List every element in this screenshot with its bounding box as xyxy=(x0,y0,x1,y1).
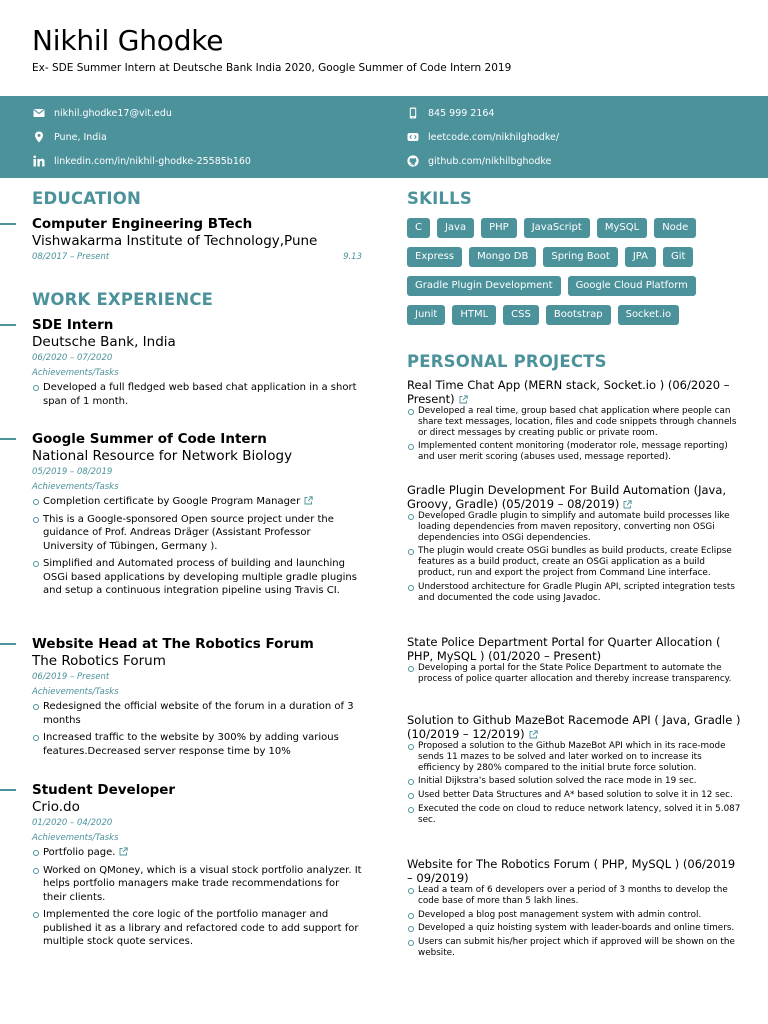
list-item: Developed a blog post management system with admin control. xyxy=(407,910,742,921)
list-item: Worked on QMoney, which is a visual stock portfolio analyzer. It helps portfolio managers make trade recommendations for their clients. xyxy=(32,864,362,905)
project-bullets xyxy=(407,885,742,959)
job-bullets xyxy=(32,700,362,758)
github-icon xyxy=(406,154,420,168)
external-link-icon[interactable] xyxy=(623,498,632,507)
job-title: Website Head at The Robotics Forum xyxy=(32,636,314,652)
skill-tag: CSS xyxy=(503,305,539,325)
skill-row xyxy=(407,218,747,238)
list-item: Implemented content monitoring (moderator role, message reporting) and user merit scoring (abuses used, message reported). xyxy=(407,441,742,463)
skills-list xyxy=(407,218,747,334)
leetcode-text: leetcode.com/nikhilghodke/ xyxy=(428,131,560,143)
project-1 xyxy=(407,378,742,466)
list-item: Redesigned the official website of the forum in a duration of 3 months xyxy=(32,700,362,727)
project-4 xyxy=(407,713,742,829)
skill-tag: Git xyxy=(663,247,693,267)
skill-row xyxy=(407,305,747,325)
external-link-icon[interactable] xyxy=(304,496,313,505)
school: Vishwakarma Institute of Technology,Pune xyxy=(32,233,318,249)
job-title: SDE Intern xyxy=(32,317,114,333)
skill-tag: C xyxy=(407,218,430,238)
entry-marker xyxy=(0,438,16,440)
education-heading: EDUCATION xyxy=(32,189,141,208)
achievements-label: Achievements/Tasks xyxy=(32,687,119,697)
map-pin-icon xyxy=(32,130,46,144)
list-item: Understood architecture for Gradle Plugin API, scripted integration tests and documented the code using Javadoc. xyxy=(407,582,742,604)
contact-band xyxy=(0,96,768,178)
skill-tag: Bootstrap xyxy=(546,305,611,325)
linkedin-icon xyxy=(32,154,46,168)
project-bullets xyxy=(407,406,742,463)
list-item: Proposed a solution to the Github MazeBot API which in its race-mode sends 11 mazes to be solved and later worked on to increase its efficiency by 280% compared to the initial brute force solution. xyxy=(407,741,742,773)
list-item: Simplified and Automated process of building and launching OSGi based applications by developing multiple gradle plugins and setup a continuous integration pipeline using Travis CI. xyxy=(32,557,362,598)
project-title xyxy=(407,713,742,741)
achievements-label: Achievements/Tasks xyxy=(32,833,119,843)
skill-tag: PHP xyxy=(481,218,517,238)
skill-tag: JPA xyxy=(625,247,656,267)
external-link-icon[interactable] xyxy=(119,847,128,856)
contact-email[interactable] xyxy=(32,105,172,121)
job-dates: 05/2019 – 08/2019 xyxy=(32,467,113,477)
list-item: Executed the code on cloud to reduce network latency, solved it in 5.087 sec. xyxy=(407,804,742,826)
skill-row xyxy=(407,276,747,296)
list-item: Increased traffic to the website by 300% by adding various features.Decreased server response time by 10% xyxy=(32,731,362,758)
skill-tag: Java xyxy=(437,218,474,238)
job-bullets xyxy=(32,381,362,408)
project-title: Website for The Robotics Forum ( PHP, MySQL ) (06/2019 – 09/2019) xyxy=(407,857,736,885)
list-item: Developed Gradle plugin to simplify and automate build processes like loading dependencies from maven repository, converting non OSGi dependencies into OSGi dependencies. xyxy=(407,511,742,543)
employer: Deutsche Bank, India xyxy=(32,334,176,350)
work-entry-4 xyxy=(32,782,362,953)
skill-tag: Express xyxy=(407,247,462,267)
skills-heading: SKILLS xyxy=(407,189,472,208)
skill-tag: Mongo DB xyxy=(469,247,536,267)
employer: Crio.do xyxy=(32,799,80,815)
list-item[interactable] xyxy=(32,846,362,860)
list-item: Lead a team of 6 developers over a period of 3 months to develop the code base of more than 5 lakh lines. xyxy=(407,885,742,907)
gpa: 9.13 xyxy=(343,252,362,262)
contact-leetcode[interactable] xyxy=(406,129,559,145)
job-title: Google Summer of Code Intern xyxy=(32,431,267,447)
list-item: Used better Data Structures and A* based solution to solve it in 12 sec. xyxy=(407,790,742,801)
github-text: github.com/nikhilbghodke xyxy=(428,155,552,167)
skill-tag: HTML xyxy=(452,305,496,325)
resume-header xyxy=(0,0,768,96)
candidate-name: Nikhil Ghodke xyxy=(32,24,224,57)
entry-marker xyxy=(0,324,16,326)
education-dates: 08/2017 – Present xyxy=(32,252,110,262)
projects-heading: PERSONAL PROJECTS xyxy=(407,352,607,371)
external-link-icon[interactable] xyxy=(459,393,468,402)
list-item: This is a Google-sponsored Open source project under the guidance of Prof. Andreas Dräger (Assistant Professor University of Tübingen, Germany ). xyxy=(32,513,362,554)
work-heading: WORK EXPERIENCE xyxy=(32,290,214,309)
location-text: Pune, India xyxy=(54,131,107,143)
project-bullets xyxy=(407,663,742,685)
job-bullets xyxy=(32,846,362,949)
job-bullets xyxy=(32,495,362,598)
list-item: The plugin would create OSGi bundles as build products, create Eclipse features as a build product, create an OSGi application as a build product, run and export the project from Command Line interface. xyxy=(407,546,742,578)
skill-tag: Socket.io xyxy=(618,305,680,325)
list-item: Users can submit his/her project which if approved will be shown on the website. xyxy=(407,937,742,959)
contact-github[interactable] xyxy=(406,153,551,169)
external-link-icon[interactable] xyxy=(529,728,538,737)
contact-location xyxy=(32,129,107,145)
headline: Ex- SDE Summer Intern at Deutsche Bank India 2020, Google Summer of Code Intern 2019 xyxy=(32,62,512,74)
entry-marker xyxy=(0,789,16,791)
education-entry xyxy=(32,216,362,265)
job-dates: 06/2020 – 07/2020 xyxy=(32,353,113,363)
contact-phone[interactable] xyxy=(406,105,494,121)
list-item: Developing a portal for the State Police Department to automate the process of police quarter allocation and thereby increase transparency. xyxy=(407,663,742,685)
job-dates: 01/2020 – 04/2020 xyxy=(32,818,113,828)
work-entry-3 xyxy=(32,636,362,762)
skill-tag: MySQL xyxy=(597,218,647,238)
list-item: Developed a quiz hoisting system with leader-boards and online timers. xyxy=(407,923,742,934)
project-title xyxy=(407,483,742,511)
list-item: Initial Dijkstra's based solution solved the race mode in 19 sec. xyxy=(407,776,742,787)
skill-tag: JavaScript xyxy=(524,218,590,238)
skill-tag: Gradle Plugin Development xyxy=(407,276,561,296)
phone-text: 845 999 2164 xyxy=(428,107,495,119)
envelope-icon xyxy=(32,106,46,120)
project-title-text: Solution to Github MazeBot Racemode API ( Java, Gradle ) (10/2019 – 12/2019) xyxy=(407,713,741,741)
skill-row xyxy=(407,247,747,267)
list-item: Implemented the core logic of the portfolio manager and published it as a library and refactored code to add support for multiple stock quote services. xyxy=(32,908,362,949)
email-text: nikhil.ghodke17@vit.edu xyxy=(54,107,172,119)
work-entry-1 xyxy=(32,317,362,412)
employer: National Resource for Network Biology xyxy=(32,448,293,464)
entry-marker xyxy=(0,223,16,225)
degree: Computer Engineering BTech xyxy=(32,216,253,232)
bullet-text: Completion certificate by Google Program Manager xyxy=(43,496,301,507)
linkedin-text: linkedin.com/in/nikhil-ghodke-25585b160 xyxy=(54,155,251,167)
project-title-text: Real Time Chat App (MERN stack, Socket.io ) (06/2020 – Present) xyxy=(407,378,730,406)
project-title xyxy=(407,378,742,406)
project-title-text: Gradle Plugin Development For Build Automation (Java, Groovy, Gradle) (05/2019 – 08/2019) xyxy=(407,483,727,511)
contact-linkedin[interactable] xyxy=(32,153,251,169)
bullet-text: Portfolio page. xyxy=(43,847,116,858)
achievements-label: Achievements/Tasks xyxy=(32,368,119,378)
project-3 xyxy=(407,635,742,688)
project-2 xyxy=(407,483,742,606)
list-item[interactable] xyxy=(32,495,362,509)
employer: The Robotics Forum xyxy=(32,653,166,669)
achievements-label: Achievements/Tasks xyxy=(32,482,119,492)
phone-icon xyxy=(406,106,420,120)
project-bullets xyxy=(407,511,742,603)
skill-tag: Google Cloud Platform xyxy=(568,276,696,296)
work-entry-2 xyxy=(32,431,362,602)
education-meta xyxy=(32,250,362,265)
project-bullets xyxy=(407,741,742,826)
job-title: Student Developer xyxy=(32,782,176,798)
project-5 xyxy=(407,857,742,962)
list-item: Developed a full fledged web based chat application in a short span of 1 month. xyxy=(32,381,362,408)
list-item: Developed a real time, group based chat application where people can share text messages, location, files and code snippets through channels or direct messages by creating public or private room. xyxy=(407,406,742,438)
skill-tag: Junit xyxy=(407,305,445,325)
project-title: State Police Department Portal for Quarter Allocation ( PHP, MySQL ) (01/2020 – Present) xyxy=(407,635,721,663)
skill-tag: Spring Boot xyxy=(543,247,617,267)
job-dates: 06/2019 – Present xyxy=(32,672,110,682)
code-site-icon xyxy=(406,130,420,144)
entry-marker xyxy=(0,643,16,645)
skill-tag: Node xyxy=(654,218,696,238)
